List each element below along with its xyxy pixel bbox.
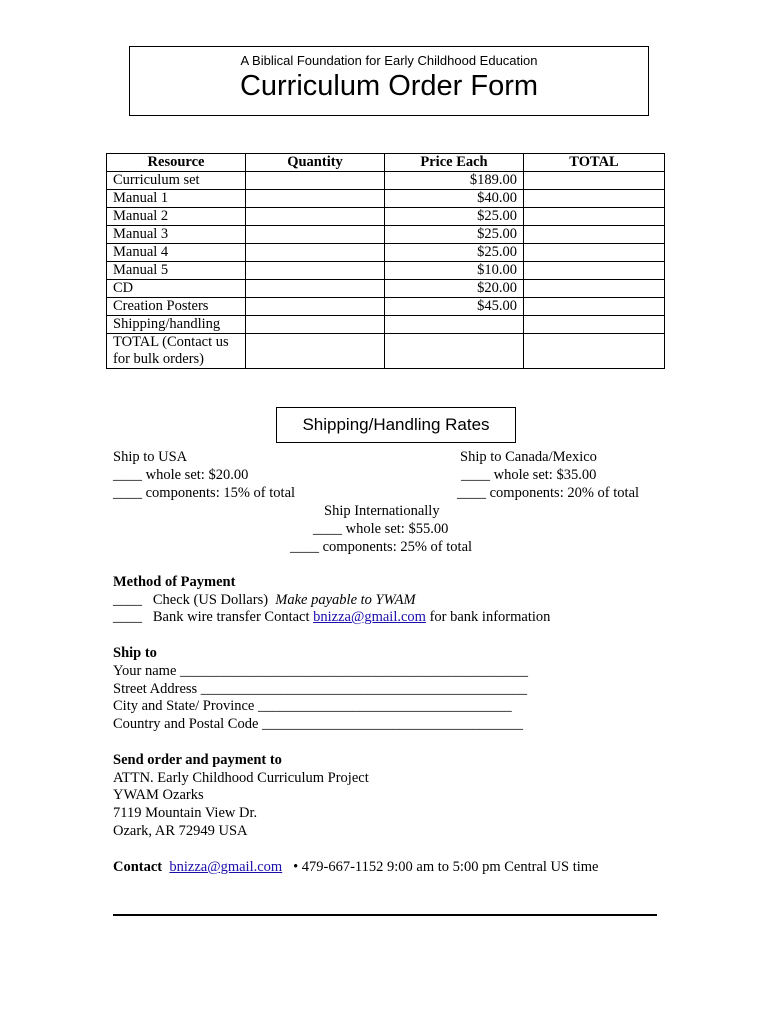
column-header-total: TOTAL: [524, 154, 665, 172]
city-state-field[interactable]: City and State/ Province ___________________________________: [113, 698, 512, 714]
table-row: [107, 190, 665, 208]
header-subtitle: A Biblical Foundation for Early Childhood Education: [240, 53, 538, 68]
table-row: [107, 244, 665, 262]
address-line-1: ATTN. Early Childhood Curriculum Project: [113, 770, 369, 786]
payment-wire-option[interactable]: [113, 608, 550, 626]
price-cell: [385, 316, 524, 334]
order-table: [106, 153, 665, 369]
contact-details: • 479-667-1152 9:00 am to 5:00 pm Central US time: [293, 859, 599, 875]
price-cell: $25.00: [385, 208, 524, 226]
contact-line: [113, 858, 598, 876]
ship-to-heading: Ship to: [113, 645, 157, 661]
wire-email-link[interactable]: bnizza@gmail.com: [313, 609, 426, 625]
ship-intl-whole-option[interactable]: ____ whole set: $55.00: [313, 521, 449, 537]
table-row: [107, 298, 665, 316]
bottom-divider: [113, 914, 657, 916]
resource-cell: Manual 1: [107, 190, 246, 208]
quantity-cell[interactable]: [246, 226, 385, 244]
wire-blank: ____: [113, 609, 142, 625]
table-row: [107, 262, 665, 280]
resource-cell: Shipping/handling: [107, 316, 246, 334]
wire-suffix: for bank information: [429, 609, 551, 625]
payment-check-option[interactable]: [113, 591, 416, 609]
quantity-cell[interactable]: [246, 262, 385, 280]
payment-heading: Method of Payment: [113, 574, 236, 590]
quantity-cell[interactable]: [246, 334, 385, 369]
ship-usa-heading: Ship to USA: [113, 449, 188, 465]
table-row: [107, 172, 665, 190]
total-cell[interactable]: [524, 244, 665, 262]
grand-total-cell[interactable]: [524, 334, 665, 369]
country-postal-field[interactable]: Country and Postal Code ____________________________________: [113, 716, 524, 732]
ship-intl-components-option[interactable]: ____ components: 25% of total: [290, 539, 473, 555]
total-cell[interactable]: [524, 316, 665, 334]
quantity-cell[interactable]: [246, 280, 385, 298]
quantity-cell[interactable]: [246, 172, 385, 190]
price-cell: $25.00: [385, 226, 524, 244]
price-cell: $45.00: [385, 298, 524, 316]
total-cell[interactable]: [524, 298, 665, 316]
column-header-price: Price Each: [385, 154, 524, 172]
resource-cell: Manual 4: [107, 244, 246, 262]
price-cell: $10.00: [385, 262, 524, 280]
address-line-3: 7119 Mountain View Dr.: [113, 805, 258, 821]
address-line-2: YWAM Ozarks: [113, 787, 204, 803]
send-to-heading: Send order and payment to: [113, 752, 282, 768]
column-header-quantity: Quantity: [246, 154, 385, 172]
total-cell[interactable]: [524, 226, 665, 244]
street-address-field[interactable]: Street Address _____________________________________________: [113, 681, 528, 697]
total-label-line2: for bulk orders): [113, 351, 205, 367]
table-row: [107, 208, 665, 226]
ship-canada-whole-option[interactable]: ____ whole set: $35.00: [461, 467, 597, 483]
table-total-row: [107, 334, 665, 369]
form-header: [129, 46, 649, 116]
total-cell[interactable]: [524, 280, 665, 298]
wire-label: Bank wire transfer Contact: [152, 609, 310, 625]
price-cell[interactable]: [385, 334, 524, 369]
quantity-cell[interactable]: [246, 208, 385, 226]
column-header-resource: Resource: [107, 154, 246, 172]
check-blank: ____: [113, 592, 142, 608]
name-field[interactable]: Your name ________________________________________________: [113, 663, 528, 679]
contact-email-link[interactable]: bnizza@gmail.com: [169, 859, 283, 875]
resource-cell: Creation Posters: [107, 298, 246, 316]
check-note: Make payable to YWAM: [275, 592, 416, 608]
total-cell[interactable]: [524, 172, 665, 190]
ship-intl-heading: Ship Internationally: [324, 503, 440, 519]
ship-canada-components-option[interactable]: ____ components: 20% of total: [457, 485, 640, 501]
total-cell[interactable]: [524, 208, 665, 226]
ship-usa-whole-option[interactable]: ____ whole set: $20.00: [113, 467, 249, 483]
table-header-row: [107, 154, 665, 172]
total-cell[interactable]: [524, 262, 665, 280]
quantity-cell[interactable]: [246, 316, 385, 334]
total-cell[interactable]: [524, 190, 665, 208]
price-cell: $189.00: [385, 172, 524, 190]
ship-usa-components-option[interactable]: ____ components: 15% of total: [113, 485, 296, 501]
total-label-cell: [107, 334, 246, 369]
price-cell: $25.00: [385, 244, 524, 262]
table-row: [107, 280, 665, 298]
table-row: [107, 226, 665, 244]
quantity-cell[interactable]: [246, 190, 385, 208]
check-label: Check (US Dollars): [152, 592, 269, 608]
resource-cell: Manual 3: [107, 226, 246, 244]
resource-cell: Curriculum set: [107, 172, 246, 190]
address-line-4: Ozark, AR 72949 USA: [113, 823, 248, 839]
price-cell: $40.00: [385, 190, 524, 208]
page-title: Curriculum Order Form: [239, 70, 539, 102]
quantity-cell[interactable]: [246, 298, 385, 316]
quantity-cell[interactable]: [246, 244, 385, 262]
ship-canada-heading: Ship to Canada/Mexico: [460, 449, 597, 465]
price-cell: $20.00: [385, 280, 524, 298]
shipping-rates-title: Shipping/Handling Rates: [276, 407, 516, 443]
total-label-line1: TOTAL (Contact us: [113, 334, 229, 350]
resource-cell: CD: [107, 280, 246, 298]
table-row: [107, 316, 665, 334]
resource-cell: Manual 5: [107, 262, 246, 280]
contact-label: Contact: [113, 859, 163, 875]
resource-cell: Manual 2: [107, 208, 246, 226]
